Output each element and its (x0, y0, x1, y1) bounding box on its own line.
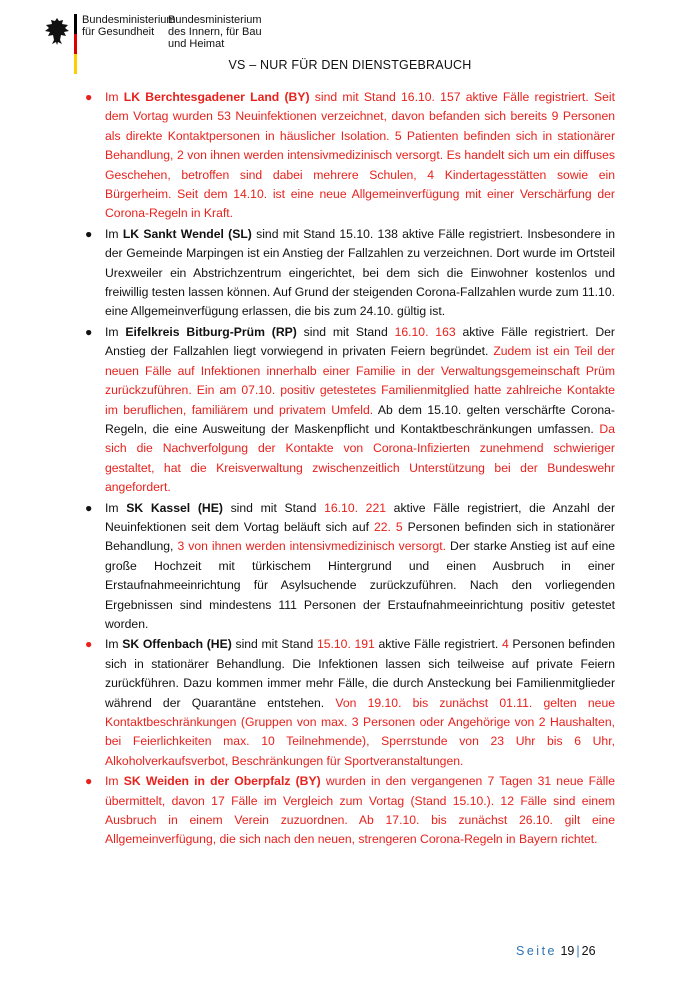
text-segment: Im (105, 637, 123, 652)
text-segment: sind mit Stand (231, 637, 317, 652)
text-segment: Im (105, 324, 126, 339)
list-item (85, 499, 616, 635)
text-segment: 3 von ihnen werden intensivmedizinisch versorgt. (177, 539, 447, 554)
text-segment: Im (105, 90, 124, 104)
bullet-icon: ● (85, 637, 93, 652)
page-label: Seite (516, 944, 557, 958)
text-segment: 16.10. 163 (394, 324, 456, 339)
text-segment: 4 (501, 637, 509, 652)
district-name: Eifelkreis Bitburg-Prüm (RP) (125, 324, 297, 339)
text-segment: Personen befinden sich in stationärer Behandlung, (105, 519, 615, 554)
text-segment: Von 19.10. bis zunächst 01.11. gelten neue Kontaktbeschränkungen (Gruppen von max. 3 Personen oder Angehörige von 2 Haushalten, bei Feierlichkeiten max. 10 Teilnehmende), Sperrstunde von 23 Uhr bis 6 Uhr, Alkoholverkaufsverbot, Beschränkungen für Sportveranstaltungen. (105, 695, 615, 768)
text-segment: Der starke Anstieg ist auf eine große Hochzeit mit türkischem Hintergrund und einen Ausbruch in einer Erstaufnahmeeinrichtung für Asylsuchende zurückzuführen. Nach den vorliegenden Ergebnissen sind mindestens 111 Personen der Erstaufnahmeeinrichtung positiv getestet worden. (105, 539, 616, 631)
page-total: 26 (581, 944, 596, 958)
text-segment: aktive Fälle registriert. Der Anstieg der Fallzahlen liegt vorwiegend in privaten Feiern begründet. (105, 324, 615, 359)
text-segment: Personen befinden sich in stationärer Behandlung. Die Infektionen lassen sich teilweise auf private Feiern zurückführen. Dazu kommen immer mehr Fälle, die durch Ansteckung bei Familienmitglieder während der Quarantäne entstehen. (105, 637, 616, 710)
page-footer (516, 944, 596, 958)
federal-eagle-icon (44, 16, 70, 46)
text-segment: wurden in den vergangenen 7 Tagen 31 neue Fälle übermittelt, davon 17 Fälle im Vergleich zum Vortag (Stand 15.10.). 12 Fälle sind einem Ausbruch in einem Verein zuzuordnen. Ab 17.10. bis zunächst 26.10. gilt eine Allgemeinverfügung, die sich nach den neuen, strengeren Corona-Regeln in Bayern richtet. (105, 774, 615, 847)
bullet-list (85, 88, 616, 851)
text-segment: sind mit Stand 15.10. 138 aktive Fälle registriert. Insbesondere in der Gemeinde Marpingen ist ein Anstieg der Fallzahlen zu verzeichnen. Dort wurde im Ortsteil Urexweiler ein Abstrichzentrum eingerichtet, bei dem sich die Einwohner kostenlos und freiwillig testen lassen können. Auf Grund der steigenden Corona-Fallzahlen wurde zum 11.10. eine Allgemeinverfügung erlassen, die bis zum 24.10. gültig ist. (105, 226, 615, 319)
text-segment: 15.10. 191 (316, 637, 375, 652)
text-segment: Im (105, 500, 127, 515)
text-segment: 16.10. 221 (324, 500, 386, 515)
district-name: LK Berchtesgadener Land (BY) (123, 90, 310, 104)
bullet-icon: ● (85, 324, 93, 339)
text-segment: 22. 5 (373, 519, 403, 534)
list-item (85, 323, 615, 498)
ministry-health-label: Bundesministerium für Gesundheit (82, 14, 176, 38)
list-item (85, 772, 615, 850)
text-segment: aktive Fälle registriert, die Anzahl der Neuinfektionen seit dem Vortag beläuft sich auf (105, 500, 616, 534)
text-segment: Zudem ist ein Teil der neuen Fälle auf Infektionen innerhalb einer Familie in der Verwaltungsgemeinschaft Prüm zurückzuführen. Ein am 07.10. positiv getestetes Familienmitglied hatte zahlreiche Kontakte im beruflichen, familiärem und privatem Umfeld. (105, 344, 615, 417)
list-item (85, 635, 616, 771)
text-segment: Ab dem 15.10. gelten verschärfte Corona-Regeln, die eine Ausweitung der Maskenpflicht und Kontaktbeschränkungen umfassen. (105, 402, 615, 436)
district-name: SK Weiden in der Oberpfalz (BY) (123, 774, 321, 789)
district-name: SK Offenbach (HE) (122, 637, 232, 652)
bullet-icon: ● (85, 500, 93, 515)
text-segment: sind mit Stand 16.10. 157 aktive Fälle registriert. Seit dem Vortag wurden 53 Neuinfektionen verzeichnet, davon befanden sich bereits 9 Personen als direkte Kontaktpersonen in häuslicher Isolation. 5 Patienten befinden sich in stationärer Behandlung, 2 von ihnen werden intensivmedizinisch versorgt. Es handelt sich um ein diffuses Geschehen, betroffen sind dabei mehrere Schulen, 4 Kindertagesstätten sowie ein Bürgerheim. Seit dem 14.10. ist eine neue Allgemeinverfügung mit einer Verschärfung der Corona-Regeln in Kraft. (105, 90, 615, 221)
text-segment: sind mit Stand (222, 500, 325, 515)
list-item (85, 225, 615, 322)
text-segment: Da sich die Nachverfolgung der Kontakte von Corona-Infizierten zunehmend schwieriger gestaltet, hat die Kreisverwaltung zwischenzeitlich Unterstützung bei der Bundeswehr angefordert. (105, 421, 615, 495)
bullet-icon: ● (85, 226, 93, 241)
bullet-icon: ● (85, 90, 93, 104)
text-segment: Im (105, 774, 124, 789)
page-current: 19 (560, 944, 575, 958)
text-segment: sind mit Stand (296, 324, 395, 339)
bullet-icon: ● (85, 774, 93, 789)
page-separator: | (576, 944, 580, 958)
ministry-interior-label: Bundesministerium des Innern, für Bau und Heimat (168, 14, 262, 50)
classification-heading: VS – NUR FÜR DEN DIENSTGEBRAUCH (228, 58, 472, 72)
text-segment: aktive Fälle registriert. (374, 637, 502, 652)
text-segment: Im (105, 226, 123, 241)
list-item (85, 88, 615, 224)
district-name: SK Kassel (HE) (126, 500, 223, 515)
district-name: LK Sankt Wendel (SL) (122, 226, 252, 241)
